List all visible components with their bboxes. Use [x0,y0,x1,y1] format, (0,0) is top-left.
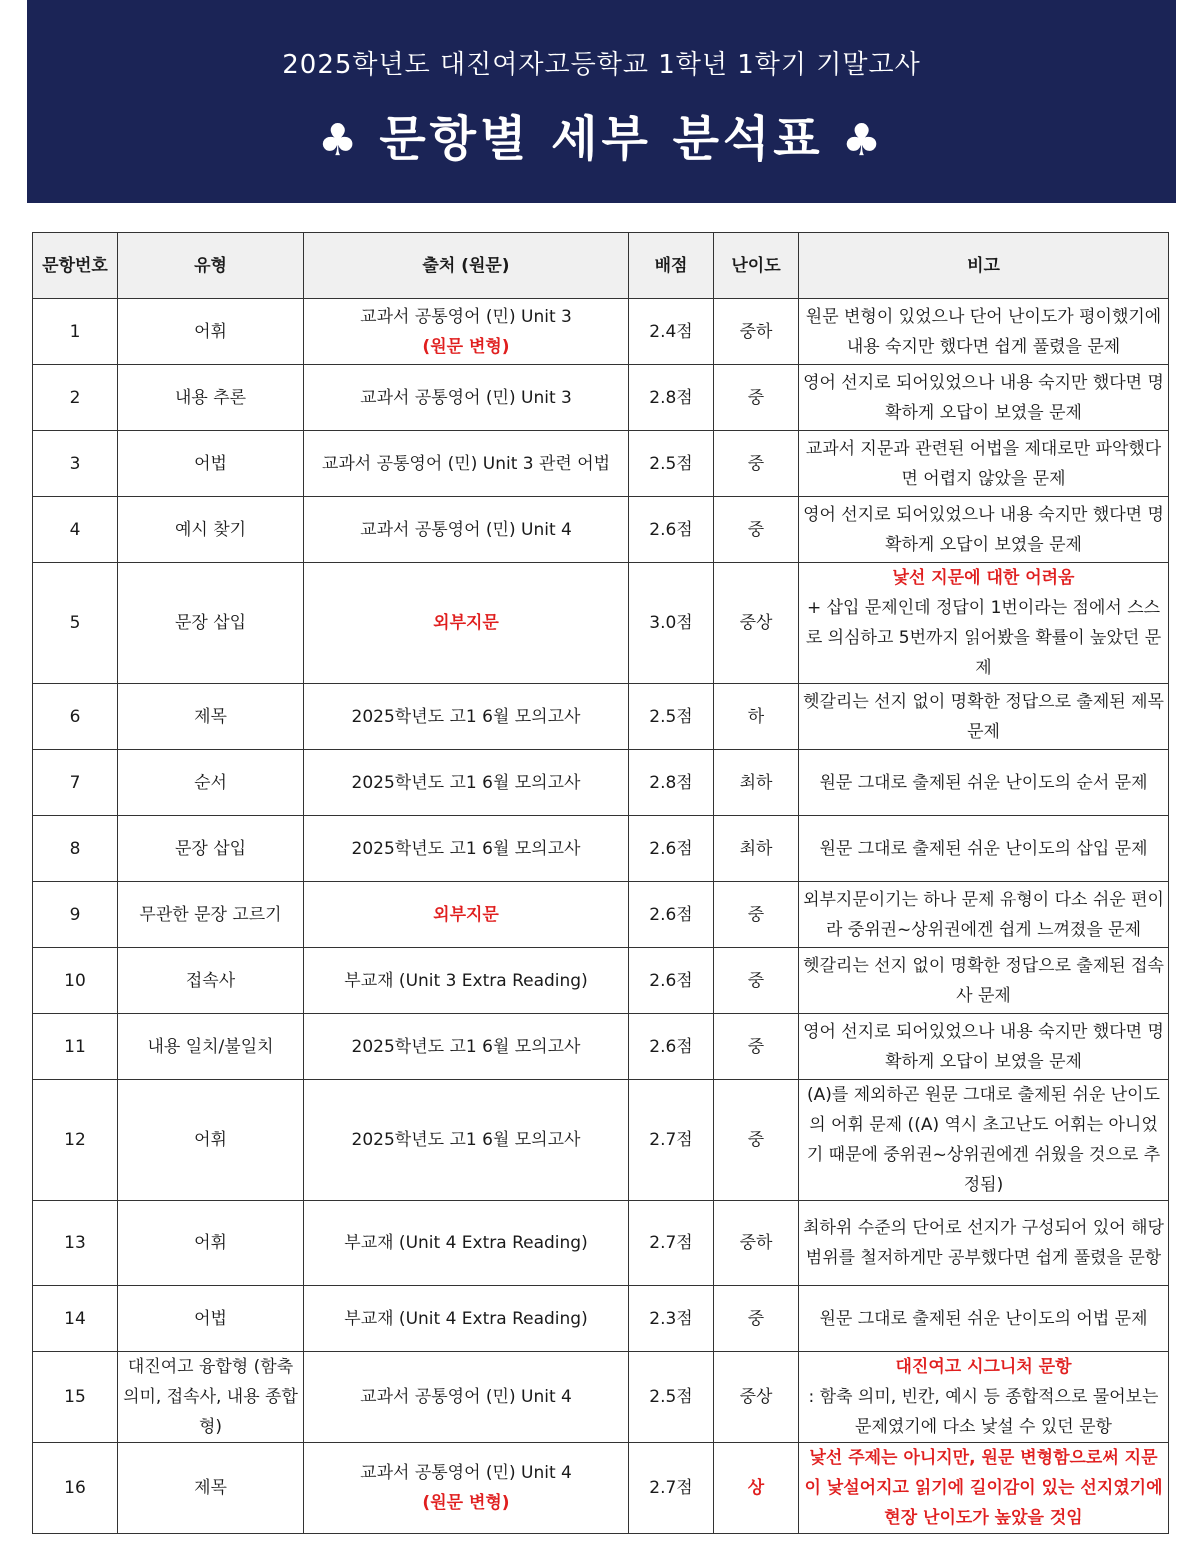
question-note-text: 원문 변형이 있었으나 단어 난이도가 평이했기에 내용 숙지만 했다면 쉽게 풀렸을 문제 [805,306,1162,357]
question-difficulty-text: 중 [747,453,765,474]
question-score-text: 2.6점 [649,838,693,859]
question-score [629,1201,714,1286]
question-difficulty-text: 중하 [739,1233,773,1253]
question-source-text: 2025학년도 고1 6월 모의고사 [351,1036,581,1057]
question-source [304,750,629,816]
table-row [33,816,1169,882]
question-note [799,1201,1169,1286]
question-number [33,1014,118,1080]
question-note [799,365,1169,431]
question-difficulty [714,750,799,816]
question-difficulty-text: 중 [747,1130,765,1150]
question-source [304,948,629,1014]
question-source-text: 부교재 (Unit 4 Extra Reading) [344,1233,588,1253]
question-note-text: 원문 그대로 출제된 쉬운 난이도의 삽입 문제 [819,838,1148,859]
question-number [33,684,118,750]
page-title [27,100,1176,169]
question-type-text: 어법 [194,1308,227,1329]
table-row [33,1286,1169,1352]
table-row [33,299,1169,365]
question-source-text: 교과서 공통영어 (민) Unit 3 [360,306,572,327]
question-note [799,1014,1169,1080]
question-note-highlight: 대진여고 시그니처 문항 [895,1357,1072,1377]
question-number-text: 11 [64,1036,86,1057]
question-note-text: 헷갈리는 선지 없이 명확한 정답으로 출제된 접속사 문제 [803,955,1164,1006]
question-difficulty-text: 중 [747,904,765,925]
question-difficulty-text: 중 [747,970,765,991]
question-note [799,497,1169,563]
question-source [304,365,629,431]
question-difficulty-text: 최하 [739,772,773,793]
question-score [629,882,714,948]
question-difficulty-text: 상 [747,1478,765,1498]
question-number-text: 4 [69,519,81,540]
table-row [33,431,1169,497]
question-number-text: 5 [69,613,81,633]
question-type-text: 어휘 [194,1233,227,1253]
question-source-text: 교과서 공통영어 (민) Unit 4 [360,1463,572,1483]
question-number [33,563,118,684]
question-difficulty-text: 중상 [739,1387,773,1407]
question-number-text: 3 [69,453,81,474]
question-note [799,431,1169,497]
question-source [304,1443,629,1534]
col-header-score: 배점 [629,233,714,299]
question-number-text: 6 [69,706,81,727]
question-score-text: 2.5점 [649,706,693,727]
question-note [799,816,1169,882]
question-number [33,1286,118,1352]
question-type [118,1352,304,1443]
question-number-text: 10 [64,970,86,991]
question-source [304,497,629,563]
question-type-text: 제목 [194,1478,227,1498]
question-difficulty [714,563,799,684]
question-note-text: 영어 선지로 되어있었으나 내용 숙지만 했다면 명확하게 오답이 보였을 문제 [803,504,1164,555]
question-number [33,1201,118,1286]
question-score-text: 2.7점 [649,1130,693,1150]
question-source-highlight: 외부지문 [433,613,499,633]
title-text: 문항별 세부 분석표 [379,111,824,167]
question-source [304,1201,629,1286]
question-note-text: 영어 선지로 되어있었으나 내용 숙지만 했다면 명확하게 오답이 보였을 문제 [803,372,1164,423]
table-header-row [33,233,1169,299]
table-row [33,563,1169,684]
question-number [33,1443,118,1534]
question-note-text: 원문 그대로 출제된 쉬운 난이도의 어법 문제 [819,1308,1148,1329]
question-type-text: 예시 찾기 [174,519,247,540]
question-difficulty-text: 중 [747,1308,765,1329]
question-type [118,1014,304,1080]
question-note [799,563,1169,684]
col-header-type: 유형 [118,233,304,299]
question-type [118,497,304,563]
question-type [118,1080,304,1201]
table-row [33,948,1169,1014]
question-type-text: 어휘 [194,1130,227,1150]
question-score [629,497,714,563]
question-score [629,431,714,497]
question-source-text: 2025학년도 고1 6월 모의고사 [351,772,581,793]
question-note [799,882,1169,948]
question-note-text: : 함축 의미, 빈칸, 예시 등 종합적으로 물어보는 문제였기에 다소 낯설 수 있던 문항 [808,1387,1159,1437]
question-number [33,431,118,497]
question-source [304,431,629,497]
question-number [33,365,118,431]
question-type-text: 순서 [194,772,227,793]
question-note [799,948,1169,1014]
question-difficulty-text: 중 [747,1036,765,1057]
table-row [33,365,1169,431]
question-type-text: 어법 [194,453,227,474]
question-source-highlight: (원문 변형) [422,1493,510,1513]
question-score-text: 2.6점 [649,904,693,925]
question-number-text: 7 [69,772,81,793]
question-note-text: 교과서 지문과 관련된 어법을 제대로만 파악했다면 어렵지 않았을 문제 [805,438,1162,489]
question-score-text: 2.5점 [649,1387,693,1407]
question-number-text: 1 [69,321,81,342]
question-difficulty-text: 중 [747,387,765,408]
question-difficulty [714,365,799,431]
question-score-text: 2.7점 [649,1233,693,1253]
question-type-text: 어휘 [194,321,227,342]
question-difficulty [714,1443,799,1534]
question-note-text: 헷갈리는 선지 없이 명확한 정답으로 출제된 제목 문제 [803,691,1164,742]
question-difficulty [714,1352,799,1443]
question-score [629,1443,714,1534]
question-difficulty [714,816,799,882]
question-note-text: 외부지문이기는 하나 문제 유형이 다소 쉬운 편이라 중위권~상위권에겐 쉽게 느껴졌을 문제 [803,889,1164,940]
question-source-text: 교과서 공통영어 (민) Unit 3 [360,387,572,408]
question-number-text: 15 [64,1387,86,1407]
question-note [799,750,1169,816]
question-source [304,1286,629,1352]
table-row [33,684,1169,750]
table-row [33,1352,1169,1443]
question-score-text: 2.4점 [649,321,693,342]
question-score-text: 2.6점 [649,970,693,991]
col-header-number: 문항번호 [33,233,118,299]
question-type [118,1286,304,1352]
question-type-text: 대진여고 융합형 (함축 의미, 접속사, 내용 종합형) [123,1357,298,1437]
question-type-text: 접속사 [185,970,236,991]
question-score-text: 2.8점 [649,772,693,793]
question-source-text: 부교재 (Unit 3 Extra Reading) [344,970,588,991]
question-note [799,684,1169,750]
question-number [33,750,118,816]
question-type [118,431,304,497]
question-difficulty [714,1201,799,1286]
question-score [629,1014,714,1080]
question-note [799,1443,1169,1534]
question-difficulty [714,882,799,948]
question-type [118,563,304,684]
question-type [118,365,304,431]
question-source [304,299,629,365]
question-score [629,563,714,684]
question-score [629,948,714,1014]
question-type-text: 제목 [194,706,227,727]
question-source-highlight: (원문 변형) [422,336,510,357]
question-type [118,1201,304,1286]
table-row [33,1014,1169,1080]
question-number-text: 8 [69,838,81,859]
question-difficulty [714,1286,799,1352]
question-number [33,1352,118,1443]
question-source-text: 부교재 (Unit 4 Extra Reading) [344,1308,588,1329]
question-score-text: 2.3점 [649,1308,693,1329]
question-number-text: 9 [69,904,81,925]
question-note-text: 영어 선지로 되어있었으나 내용 숙지만 했다면 명확하게 오답이 보였을 문제 [803,1021,1164,1072]
question-note-highlight: 낯선 지문에 대한 어려움 [892,568,1075,588]
question-note-text: 원문 그대로 출제된 쉬운 난이도의 순서 문제 [819,772,1148,793]
question-number [33,816,118,882]
col-header-source: 출처 (원문) [304,233,629,299]
question-note-text: (A)를 제외하곤 원문 그대로 출제된 쉬운 난이도의 어휘 문제 ((A) 역시 초고난도 어휘는 아니었기 때문에 중위권~상위권에겐 쉬웠을 것으로 추정됨) [806,1085,1161,1195]
question-difficulty [714,1080,799,1201]
question-difficulty-text: 중하 [739,321,773,342]
question-type-text: 무관한 문장 고르기 [139,904,282,925]
question-number [33,497,118,563]
table-row [33,1201,1169,1286]
question-score-text: 3.0점 [649,613,693,633]
question-source-text: 교과서 공통영어 (민) Unit 3 관련 어법 [321,453,611,474]
question-number [33,1080,118,1201]
question-score [629,1352,714,1443]
question-type-text: 내용 일치/불일치 [147,1036,274,1057]
question-source-text: 2025학년도 고1 6월 모의고사 [351,838,581,859]
table-row [33,750,1169,816]
question-type [118,882,304,948]
question-source-text: 교과서 공통영어 (민) Unit 4 [360,1387,572,1407]
question-note-text: + 삽입 문제인데 정답이 1번이라는 점에서 스스로 의심하고 5번까지 읽어봤을 확률이 높았던 문제 [805,598,1162,678]
question-score-text: 2.8점 [649,387,693,408]
question-score [629,816,714,882]
question-source-text: 2025학년도 고1 6월 모의고사 [351,706,581,727]
question-number-text: 2 [69,387,81,408]
question-score [629,299,714,365]
question-score-text: 2.5점 [649,453,693,474]
table-row [33,1443,1169,1534]
question-type [118,684,304,750]
question-number [33,882,118,948]
question-note [799,1352,1169,1443]
question-difficulty-text: 중상 [739,613,773,633]
question-source [304,1352,629,1443]
club-icon: ♣ [317,115,362,166]
table-row [33,882,1169,948]
question-type-text: 문장 삽입 [174,838,247,859]
question-note-highlight: 낯선 주제는 아니지만, 원문 변형함으로써 지문이 낯설어지고 읽기에 길이감이 있는 선지였기에 현장 난이도가 높았을 것임 [804,1448,1163,1528]
question-type [118,750,304,816]
question-note [799,1286,1169,1352]
question-source [304,563,629,684]
question-score-text: 2.6점 [649,519,693,540]
question-difficulty [714,431,799,497]
question-difficulty [714,299,799,365]
table-row [33,1080,1169,1201]
question-score [629,365,714,431]
question-note-text: 최하위 수준의 단어로 선지가 구성되어 있어 해당 범위를 철저하게만 공부했다면 쉽게 풀렸을 문항 [803,1218,1164,1268]
question-score [629,1080,714,1201]
table-row [33,497,1169,563]
question-type [118,948,304,1014]
header-banner [27,0,1176,203]
question-number-text: 13 [64,1233,86,1253]
exam-subtitle: 2025학년도 대진여자고등학교 1학년 1학기 기말고사 [282,50,921,80]
question-score-text: 2.7점 [649,1478,693,1498]
question-source-text: 2025학년도 고1 6월 모의고사 [351,1130,581,1150]
question-score [629,750,714,816]
question-difficulty [714,948,799,1014]
question-note [799,299,1169,365]
question-number [33,299,118,365]
question-difficulty-text: 하 [747,706,765,727]
question-source-highlight: 외부지문 [433,904,499,925]
question-source [304,1080,629,1201]
question-number-text: 16 [64,1478,86,1498]
question-note [799,1080,1169,1201]
question-source-text: 교과서 공통영어 (민) Unit 4 [360,519,572,540]
question-type [118,816,304,882]
question-type-text: 문장 삽입 [174,613,247,633]
question-type [118,1443,304,1534]
question-difficulty [714,1014,799,1080]
question-number [33,948,118,1014]
question-number-text: 14 [64,1308,86,1329]
question-type-text: 내용 추론 [174,387,247,408]
question-score [629,684,714,750]
question-score [629,1286,714,1352]
analysis-table [32,232,1169,1534]
question-type [118,299,304,365]
question-source [304,882,629,948]
question-source [304,816,629,882]
col-header-difficulty: 난이도 [714,233,799,299]
question-source [304,1014,629,1080]
question-difficulty [714,684,799,750]
club-icon: ♣ [841,115,886,166]
question-difficulty-text: 최하 [739,838,773,859]
question-difficulty-text: 중 [747,519,765,540]
question-difficulty [714,497,799,563]
question-number-text: 12 [64,1130,86,1150]
col-header-note: 비고 [799,233,1169,299]
question-score-text: 2.6점 [649,1036,693,1057]
question-source [304,684,629,750]
